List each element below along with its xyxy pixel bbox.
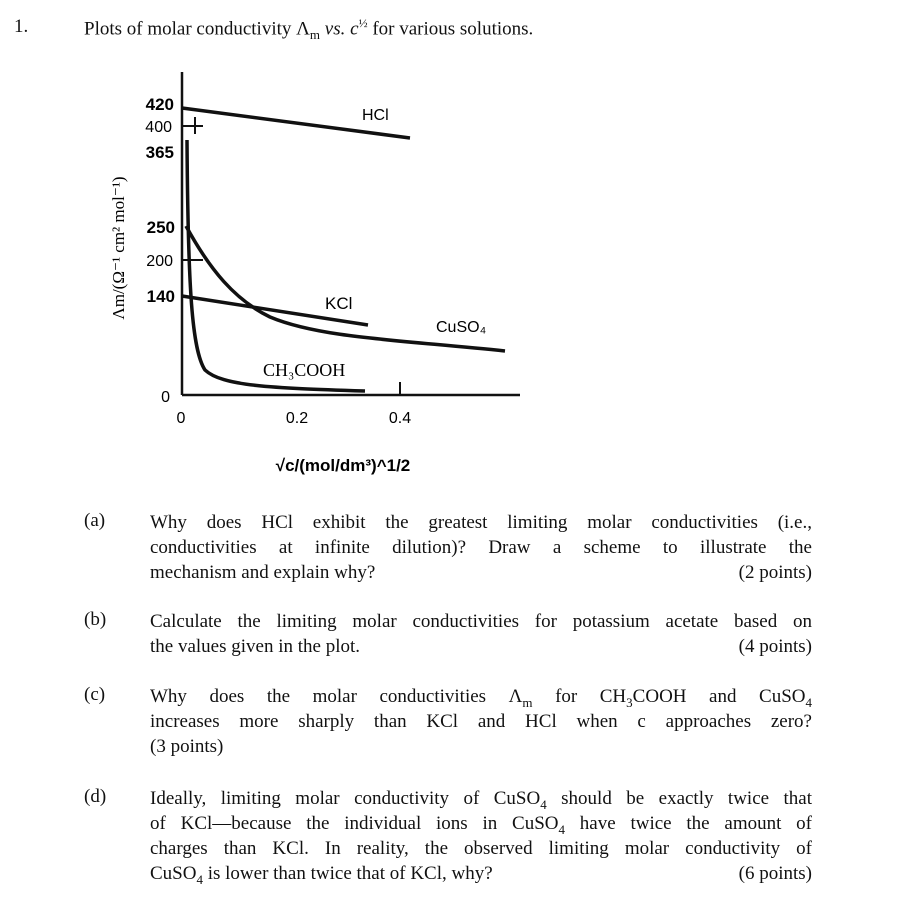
- part-b-text: Calculate the limiting molar conductivities for potassium acetate based on the values given in the plot. (4 points): [150, 611, 812, 657]
- question-title: Plots of molar conductivity $\Lambda_m$ vs. $c^{\frac{1}{2}}$ for various solutions.: [84, 16, 534, 43]
- part-a-text: Why does HCl exhibit the greatest limiting molar conductivities (i.e., conductivities at infinite dilution)? Draw a scheme to illustrate the mechanism and explain why? (2 points): [150, 512, 812, 583]
- part-b-points: (4 points): [738, 636, 812, 657]
- part-c-label: (c): [84, 684, 106, 705]
- y-tick-label-0: 0: [161, 389, 170, 406]
- y-tick-label-140: 140: [146, 287, 175, 306]
- x-tick-label-0.4: 0.4: [388, 410, 412, 427]
- part-a-points: (2 points): [738, 562, 812, 583]
- part-c-text: Why does the molar conductivities $\Lambda_m$ for $CH_3COOH$ and CuSO$_4$ increases more sharply than KCl and HCl when c approaches zero? (3 points): [150, 686, 812, 757]
- series-label-cuso4: CuSO₄: [436, 319, 487, 336]
- series-label-hcl: HCl: [362, 107, 389, 124]
- part-c-points: (3 points): [150, 736, 224, 757]
- y-axis-label: Λm/(Ω⁻¹ cm² mol⁻¹): [109, 176, 128, 320]
- x-tick-label-0.2: 0.2: [285, 410, 309, 427]
- y-tick-label-365: 365: [145, 143, 174, 162]
- series-label-kcl: KCl: [325, 294, 353, 313]
- x-axis-label: √c/(mol/dm³)^1/2: [275, 456, 411, 475]
- question-number: 1.: [14, 16, 29, 37]
- y-tick-label-200: 200: [146, 253, 173, 270]
- y-tick-label-400: 400: [145, 119, 172, 136]
- y-tick-label-420: 420: [145, 95, 174, 114]
- series-label-ch3cooh: CH₃COOH: [263, 360, 346, 380]
- x-tick-label-0: 0: [176, 410, 186, 427]
- part-a-label: (a): [84, 510, 106, 531]
- part-d-text: Ideally, limiting molar conductivity of CuSO$_4$ should be exactly twice that of KCl—because the individual ions in CuSO$_4$ have twice the amount of charges than KCl. In reality, the observed limiting molar conductivity of CuSO$_4$ is lower than twice that of KCl, why? (6 points): [150, 788, 812, 887]
- y-tick-label-250: 250: [146, 218, 175, 237]
- series-line-ch3cooh: [187, 140, 365, 391]
- part-d-points: (6 points): [738, 863, 812, 884]
- part-d-label: (d): [84, 786, 107, 807]
- part-b-label: (b): [84, 609, 107, 630]
